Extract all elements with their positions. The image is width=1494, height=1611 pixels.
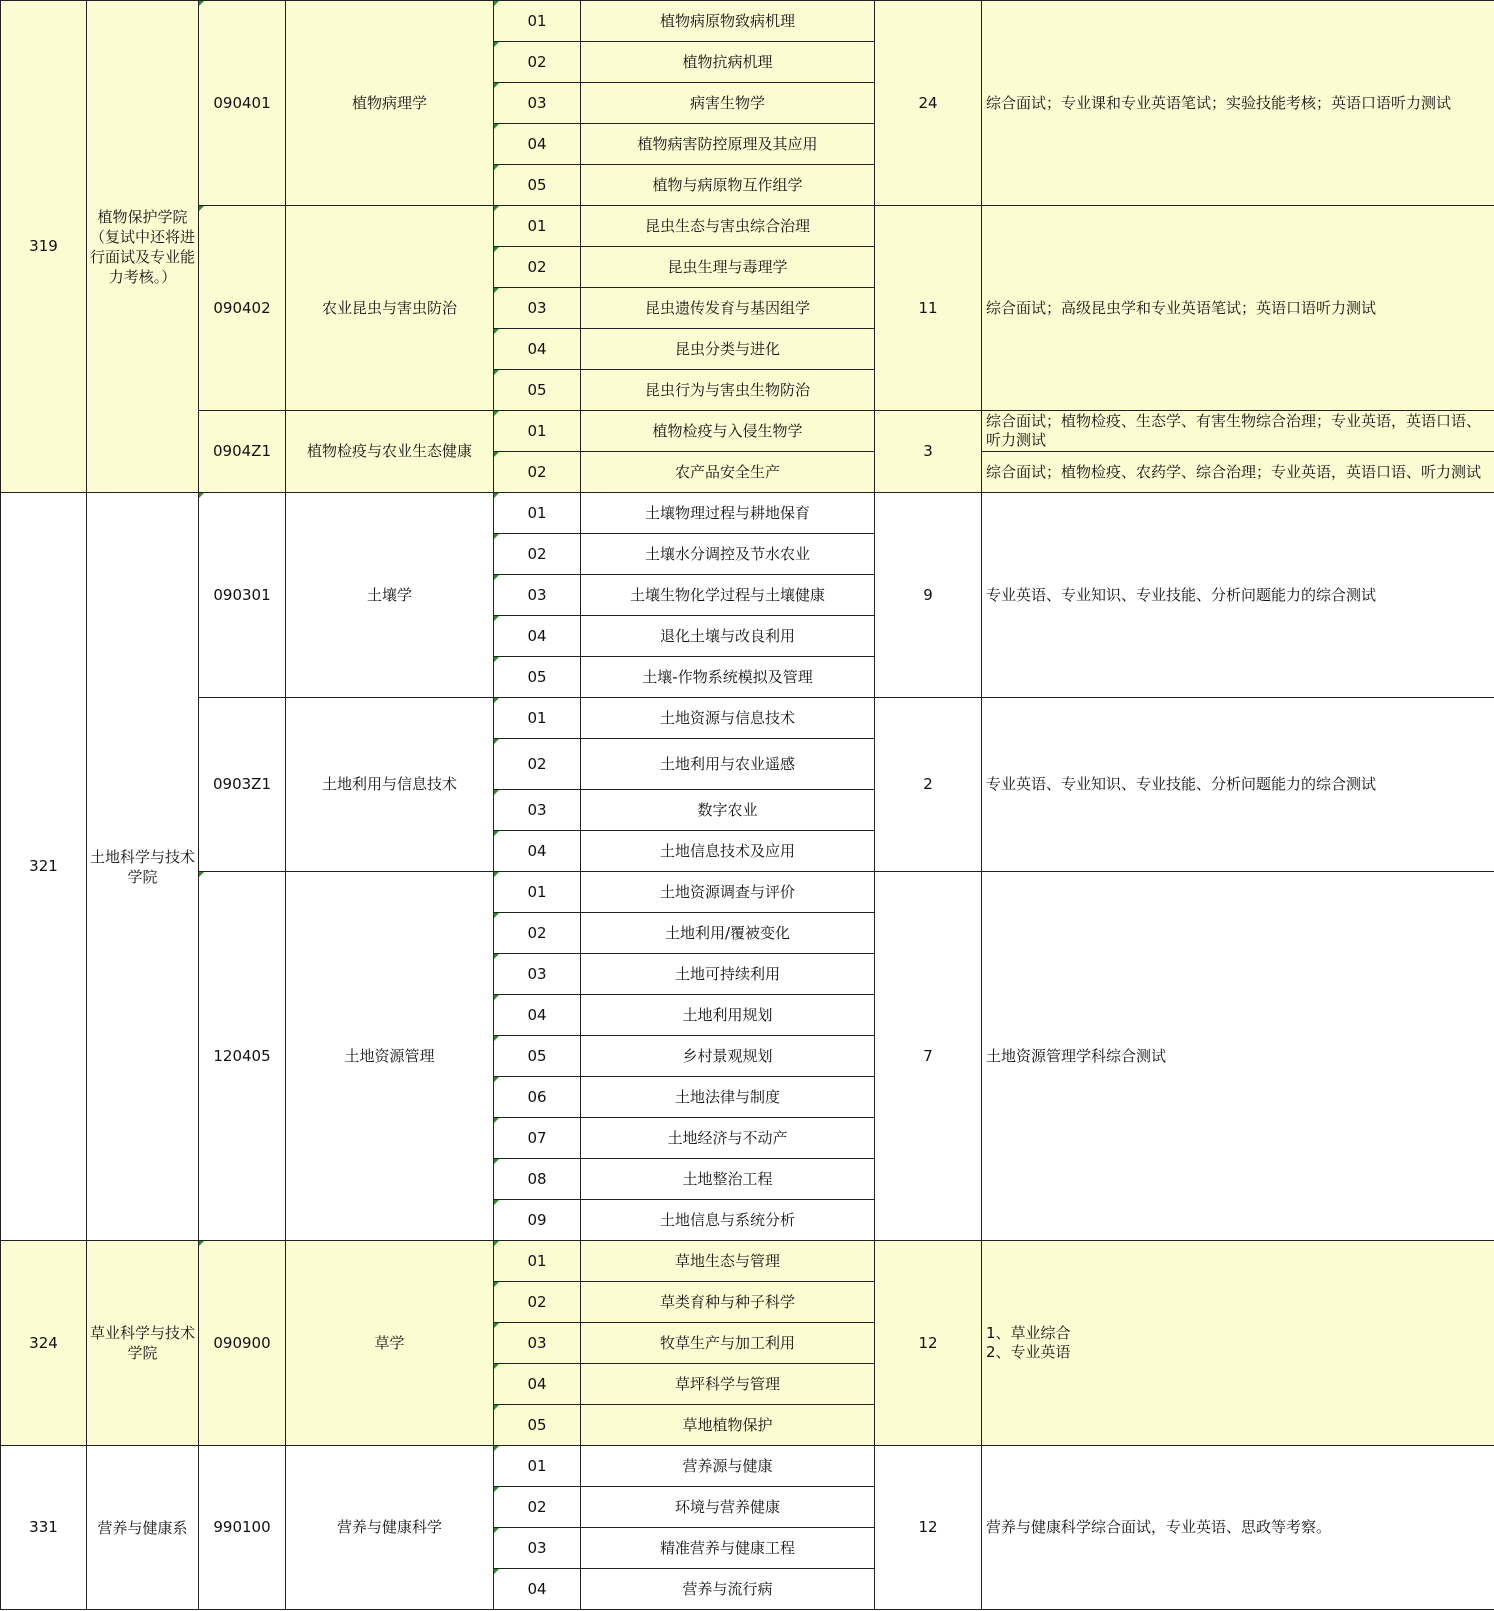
- direction-name: 牧草生产与加工利用: [581, 1323, 875, 1364]
- direction-name: 环境与营养健康: [581, 1487, 875, 1528]
- direction-name: 昆虫分类与进化: [581, 329, 875, 370]
- direction-no: 05: [494, 370, 581, 411]
- direction-no: 01: [494, 1241, 581, 1282]
- direction-no: 02: [494, 913, 581, 954]
- direction-no: 06: [494, 1077, 581, 1118]
- direction-name: 营养与流行病: [581, 1569, 875, 1610]
- direction-no: 03: [494, 1323, 581, 1364]
- direction-no: 02: [494, 1487, 581, 1528]
- direction-no: 05: [494, 1405, 581, 1446]
- direction-name: 昆虫生理与毒理学: [581, 247, 875, 288]
- table-row: [1, 872, 1494, 913]
- direction-no: 01: [494, 872, 581, 913]
- retest-requirement: 综合面试；植物检疫、农药学、综合治理；专业英语，英语口语、听力测试: [982, 452, 1494, 493]
- direction-no: 04: [494, 1364, 581, 1405]
- direction-no: 05: [494, 657, 581, 698]
- direction-no: 02: [494, 534, 581, 575]
- direction-name: 植物病原物致病机理: [581, 1, 875, 42]
- direction-no: 03: [494, 954, 581, 995]
- direction-no: 03: [494, 790, 581, 831]
- retest-requirement: 土地资源管理学科综合测试: [982, 872, 1494, 1241]
- direction-name: 病害生物学: [581, 83, 875, 124]
- direction-name: 草坪科学与管理: [581, 1364, 875, 1405]
- direction-name: 土地利用规划: [581, 995, 875, 1036]
- college-code: 331: [1, 1446, 87, 1610]
- direction-name: 农产品安全生产: [581, 452, 875, 493]
- table-row: [1, 206, 1494, 247]
- enrollment-count: 12: [875, 1446, 982, 1610]
- direction-no: 03: [494, 1528, 581, 1569]
- direction-name: 退化土壤与改良利用: [581, 616, 875, 657]
- enrollment-count: 9: [875, 493, 982, 698]
- table-row: [1, 1241, 1494, 1282]
- direction-name: 精准营养与健康工程: [581, 1528, 875, 1569]
- direction-no: 05: [494, 1036, 581, 1077]
- major-code: 090401: [199, 1, 286, 206]
- direction-name: 植物病害防控原理及其应用: [581, 124, 875, 165]
- direction-name: 土地资源与信息技术: [581, 698, 875, 739]
- direction-name: 草类育种与种子科学: [581, 1282, 875, 1323]
- college-code: 321: [1, 493, 87, 1241]
- retest-requirement: 营养与健康科学综合面试，专业英语、思政等考察。: [982, 1446, 1494, 1610]
- direction-no: 01: [494, 493, 581, 534]
- direction-no: 04: [494, 616, 581, 657]
- enrollment-count: 2: [875, 698, 982, 872]
- direction-no: 01: [494, 1, 581, 42]
- direction-no: 01: [494, 411, 581, 452]
- major-code: 090402: [199, 206, 286, 411]
- major-code: 990100: [199, 1446, 286, 1610]
- direction-name: 植物检疫与入侵生物学: [581, 411, 875, 452]
- requirement-line: 2、专业英语: [986, 1343, 1071, 1361]
- direction-no: 03: [494, 83, 581, 124]
- direction-no: 01: [494, 1446, 581, 1487]
- college-name: 营养与健康系: [87, 1446, 199, 1610]
- direction-name: 土地可持续利用: [581, 954, 875, 995]
- direction-no: 04: [494, 995, 581, 1036]
- major-name: 土地利用与信息技术: [286, 698, 494, 872]
- direction-no: 04: [494, 124, 581, 165]
- direction-no: 07: [494, 1118, 581, 1159]
- direction-name: 土地法律与制度: [581, 1077, 875, 1118]
- table-row: [1, 1, 1494, 42]
- college-code: 324: [1, 1241, 87, 1446]
- major-code: 0904Z1: [199, 411, 286, 493]
- retest-requirement: 综合面试；植物检疫、生态学、有害生物综合治理；专业英语，英语口语、听力测试: [982, 411, 1494, 452]
- direction-no: 09: [494, 1200, 581, 1241]
- college-name: 植物保护学院（复试中还将进行面试及专业能力考核。）: [87, 1, 199, 493]
- requirement-line: 1、草业综合: [986, 1324, 1071, 1342]
- retest-requirement: 综合面试；专业课和专业英语笔试；实验技能考核；英语口语听力测试: [982, 1, 1494, 206]
- enrollment-count: 12: [875, 1241, 982, 1446]
- retest-requirement: [982, 1241, 1494, 1446]
- major-name: 农业昆虫与害虫防治: [286, 206, 494, 411]
- college-name: 草业科学与技术学院: [87, 1241, 199, 1446]
- direction-name: 植物抗病机理: [581, 42, 875, 83]
- direction-no: 02: [494, 42, 581, 83]
- direction-no: 04: [494, 329, 581, 370]
- direction-name: 乡村景观规划: [581, 1036, 875, 1077]
- direction-no: 03: [494, 288, 581, 329]
- major-code: 0903Z1: [199, 698, 286, 872]
- direction-no: 03: [494, 575, 581, 616]
- direction-name: 土地整治工程: [581, 1159, 875, 1200]
- direction-no: 01: [494, 698, 581, 739]
- direction-no: 08: [494, 1159, 581, 1200]
- direction-no: 04: [494, 831, 581, 872]
- major-name: 植物病理学: [286, 1, 494, 206]
- enrollment-count: 7: [875, 872, 982, 1241]
- direction-name: 草地生态与管理: [581, 1241, 875, 1282]
- direction-name: 数字农业: [581, 790, 875, 831]
- direction-name: 草地植物保护: [581, 1405, 875, 1446]
- table-row: [1, 411, 1494, 452]
- direction-name: 昆虫行为与害虫生物防治: [581, 370, 875, 411]
- retest-requirement: 综合面试；高级昆虫学和专业英语笔试；英语口语听力测试: [982, 206, 1494, 411]
- direction-name: 土地信息与系统分析: [581, 1200, 875, 1241]
- direction-name: 土壤物理过程与耕地保育: [581, 493, 875, 534]
- direction-name: 土壤水分调控及节水农业: [581, 534, 875, 575]
- direction-no: 02: [494, 452, 581, 493]
- retest-requirement: 专业英语、专业知识、专业技能、分析问题能力的综合测试: [982, 493, 1494, 698]
- direction-no: 02: [494, 739, 581, 790]
- table-row: [1, 1446, 1494, 1487]
- major-name: 营养与健康科学: [286, 1446, 494, 1610]
- direction-name: 营养源与健康: [581, 1446, 875, 1487]
- major-name: 土地资源管理: [286, 872, 494, 1241]
- direction-name: 土壤生物化学过程与土壤健康: [581, 575, 875, 616]
- major-name: 草学: [286, 1241, 494, 1446]
- direction-no: 01: [494, 206, 581, 247]
- direction-name: 植物与病原物互作组学: [581, 165, 875, 206]
- direction-no: 02: [494, 247, 581, 288]
- direction-no: 04: [494, 1569, 581, 1610]
- major-name: 植物检疫与农业生态健康: [286, 411, 494, 493]
- direction-name: 土地利用与农业遥感: [581, 739, 875, 790]
- direction-name: 土壤-作物系统模拟及管理: [581, 657, 875, 698]
- table-row: [1, 698, 1494, 739]
- retest-requirement: 专业英语、专业知识、专业技能、分析问题能力的综合测试: [982, 698, 1494, 872]
- enrollment-count: 3: [875, 411, 982, 493]
- direction-name: 昆虫遗传发育与基因组学: [581, 288, 875, 329]
- direction-name: 土地利用/覆被变化: [581, 913, 875, 954]
- college-code: 319: [1, 1, 87, 493]
- direction-name: 土地经济与不动产: [581, 1118, 875, 1159]
- major-code: 090301: [199, 493, 286, 698]
- major-code: 120405: [199, 872, 286, 1241]
- direction-name: 土地资源调查与评价: [581, 872, 875, 913]
- direction-no: 02: [494, 1282, 581, 1323]
- table-row: [1, 493, 1494, 534]
- enrollment-count: 11: [875, 206, 982, 411]
- direction-no: 05: [494, 165, 581, 206]
- enrollment-count: 24: [875, 1, 982, 206]
- major-name: 土壤学: [286, 493, 494, 698]
- college-name: 土地科学与技术学院: [87, 493, 199, 1241]
- major-code: 090900: [199, 1241, 286, 1446]
- direction-name: 土地信息技术及应用: [581, 831, 875, 872]
- direction-name: 昆虫生态与害虫综合治理: [581, 206, 875, 247]
